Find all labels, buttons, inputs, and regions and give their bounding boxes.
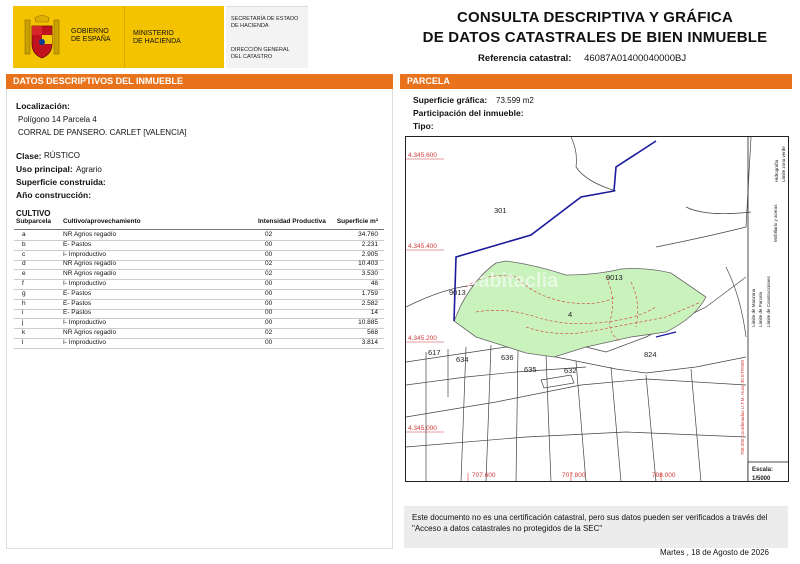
map-coords-note: 708.200 Coordenadas U.T.M. Huso 30 ETRS89	[740, 359, 745, 455]
cultivo-row	[14, 270, 384, 280]
cultivo-row	[14, 280, 384, 290]
cultivo-superficie: 10.403	[358, 260, 378, 268]
gobierno-logo	[13, 6, 125, 68]
map-escala-label: Escala:	[752, 467, 774, 473]
cultivo-subparcela: d	[22, 260, 26, 268]
superficie-grafica-label: Superficie gráfica:	[413, 95, 488, 105]
cultivo-superficie: 2.231	[361, 240, 378, 248]
cultivo-intensidad: 02	[265, 270, 273, 278]
cultivo-intensidad: 00	[265, 309, 273, 317]
clase-value: RÚSTICO	[44, 151, 80, 160]
cultivo-subparcela: i	[22, 309, 24, 317]
cultivo-superficie: 10.885	[358, 319, 378, 327]
cultivo-subparcela: j	[22, 319, 24, 327]
cultivo-intensidad: 02	[265, 260, 273, 268]
col-intensidad: Intensidad Productiva	[258, 218, 326, 225]
document-title	[395, 8, 795, 48]
cultivo-name: I- Improductivo	[63, 280, 106, 287]
cultivo-name: E- Pastos	[63, 309, 92, 317]
cultivo-table-header	[14, 218, 384, 230]
superficie-construida-label: Superficie construida:	[16, 177, 106, 187]
cultivo-name: E- Pastos	[63, 299, 92, 307]
document-date: Martes , 18 de Agosto de 2026	[660, 548, 769, 557]
cultivo-subparcela: a	[22, 231, 26, 238]
map-legend-item: Límite de Parcela	[758, 291, 763, 327]
cultivo-row	[14, 231, 384, 241]
ministerio-text: MINISTERIO DE HACIENDA	[133, 30, 181, 45]
cultivo-subparcela: h	[22, 299, 26, 307]
cultivo-subparcela: l	[22, 338, 24, 346]
cultivo-name: I- Improductivo	[63, 319, 106, 327]
cultivo-row	[14, 251, 384, 261]
localizacion-line2: CORRAL DE PANSERO. CARLET [VALENCIA]	[18, 128, 187, 137]
parcela-header: PARCELA	[400, 74, 792, 89]
map-legend-item: Mobiliario y aceras	[773, 204, 778, 242]
direccion-text: DIRECCIÓN GENERAL DEL CATASTRO	[231, 47, 290, 60]
title-line-2: DE DATOS CATASTRALES DE BIEN INMUEBLE	[422, 29, 768, 46]
datos-descriptivos-header: DATOS DESCRIPTIVOS DEL INMUEBLE	[6, 74, 393, 89]
cultivo-intensidad: 00	[265, 319, 273, 327]
ref-value: 46087A01400040000BJ	[584, 53, 687, 64]
cultivo-superficie: 48	[370, 280, 378, 287]
cultivo-superficie: 2.582	[361, 299, 378, 307]
cultivo-name: I- Improductivo	[63, 338, 106, 346]
map-legend-item: Hidrografía	[774, 159, 779, 182]
cultivo-subparcela: c	[22, 250, 26, 258]
cultivo-superficie: 2.905	[361, 250, 378, 258]
cultivo-superficie: 568	[367, 329, 378, 336]
title-line-1: CONSULTA DESCRIPTIVA Y GRÁFICA	[456, 9, 733, 26]
map-x-label: 707.800	[562, 472, 586, 479]
cultivo-subparcela: e	[22, 270, 26, 278]
cultivo-superficie: 3.530	[361, 270, 378, 278]
map-legend-item: Límite de Construcciones	[766, 276, 771, 327]
cultivo-superficie: 34.760	[358, 231, 378, 238]
cultivo-row	[14, 300, 384, 310]
cultivo-intensidad: 00	[265, 338, 273, 346]
cultivo-name: NR Agrios regadío	[63, 329, 117, 336]
cultivo-row	[14, 290, 384, 300]
ano-construccion-label: Año construcción:	[16, 190, 92, 200]
participacion-label: Participación del inmueble:	[413, 108, 524, 118]
cultivo-row	[14, 339, 384, 349]
map-y-label: 4.345.200	[408, 335, 437, 342]
cultivo-intensidad: 00	[265, 299, 273, 307]
cultivo-intensidad: 02	[265, 231, 273, 238]
superficie-grafica-value: 73.599 m2	[496, 96, 534, 105]
ref-label: Referencia catastral:	[478, 53, 572, 64]
cultivo-intensidad: 00	[265, 250, 273, 258]
map-parcel-label: 9013	[449, 288, 466, 297]
referencia-catastral	[478, 53, 686, 64]
coat-of-arms-icon	[23, 14, 61, 62]
gobierno-text: GOBIERNO DE ESPAÑA	[71, 28, 111, 43]
map-y-label: 4.345.400	[408, 243, 437, 250]
map-legend-item: Límite de Manzana	[751, 288, 756, 327]
cultivo-name: NR Agrios regadío	[63, 231, 117, 238]
cultivo-name: NR Agrios regadío	[63, 270, 117, 278]
cultivo-row	[14, 329, 384, 339]
cultivo-superficie: 3.814	[361, 338, 378, 346]
map-parcel-label: 301	[494, 206, 507, 215]
cultivo-subparcela: f	[22, 280, 24, 287]
ministerio-block	[124, 6, 224, 68]
uso-principal-label: Uso principal:	[16, 164, 73, 174]
map-parcel-label: 632	[564, 366, 577, 375]
map-parcel-label: 634	[456, 355, 469, 364]
map-x-label: 708.000	[652, 472, 676, 479]
tipo-label: Tipo:	[413, 121, 434, 131]
cultivo-intensidad: 02	[265, 329, 273, 336]
cultivo-intensidad: 00	[265, 280, 273, 287]
disclaimer-note: Este documento no es una certificación catastral, pero sus datos pueden ser verificados a través del "Acceso a datos catastrales no protegidos de la SEC"	[404, 506, 788, 548]
cultivo-superficie: 14	[370, 309, 378, 317]
map-y-label: 4.345.000	[408, 425, 437, 432]
map-x-label: 707.600	[472, 472, 496, 479]
cultivo-name: I- Improductivo	[63, 250, 106, 258]
localizacion-label: Localización:	[16, 101, 70, 111]
map-parcel-label: 824	[644, 350, 657, 359]
secretaria-block	[226, 6, 308, 68]
uso-principal-value: Agrario	[76, 165, 102, 174]
cultivo-name: E- Pastos	[63, 289, 92, 297]
map-parcel-label: 636	[501, 353, 514, 362]
secretaria-text: SECRETARÍA DE ESTADO DE HACIENDA	[231, 16, 299, 29]
col-subparcela: Subparcela	[16, 218, 52, 225]
cultivo-row	[14, 241, 384, 251]
clase-label: Clase:	[16, 151, 42, 161]
map-parcel-label: 4	[568, 310, 573, 319]
cultivo-row	[14, 309, 384, 319]
cultivo-superficie: 1.759	[361, 289, 378, 297]
col-cultivo: Cultivo/aprovechamiento	[63, 218, 141, 225]
map-svg	[406, 137, 789, 482]
cultivo-row	[14, 260, 384, 270]
watermark-text: habitaclia	[466, 270, 559, 292]
cultivo-subparcela: k	[22, 329, 26, 336]
cultivo-title: CULTIVO	[16, 209, 51, 218]
map-escala-value: 1/5000	[752, 476, 771, 482]
cultivo-intensidad: 00	[265, 289, 273, 297]
cultivo-row	[14, 319, 384, 329]
cultivo-subparcela: b	[22, 240, 26, 248]
cultivo-intensidad: 00	[265, 240, 273, 248]
col-superficie: Superficie m²	[336, 218, 378, 225]
map-parcel-label: 617	[428, 348, 441, 357]
localizacion-line1: Polígono 14 Parcela 4	[18, 115, 97, 124]
map-parcel-label: 9013	[606, 273, 623, 282]
map-parcel-label: 635	[524, 365, 537, 374]
cadastral-map[interactable]	[405, 136, 789, 482]
map-legend-item: Límite zona verde	[781, 146, 786, 182]
cultivo-subparcela: g	[22, 289, 26, 297]
map-y-label: 4.345.600	[408, 152, 437, 159]
cultivo-name: NR Agrios regadío	[63, 260, 117, 268]
cultivo-name: E- Pastos	[63, 240, 92, 248]
